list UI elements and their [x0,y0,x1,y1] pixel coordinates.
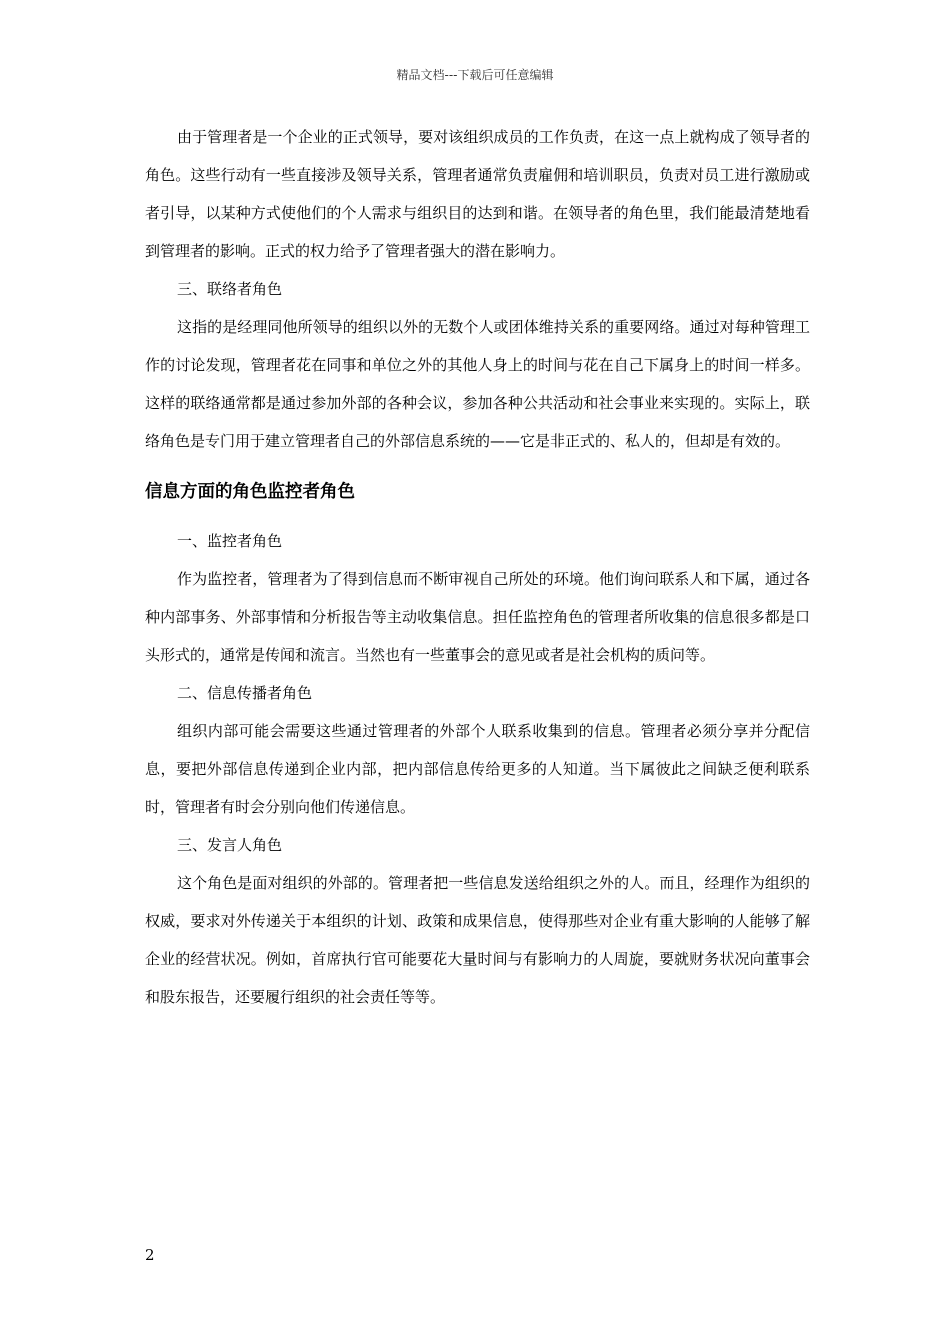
page-number: 2 [145,1246,155,1264]
subheading-liaison-role: 三、联络者角色 [177,280,283,298]
subheading-disseminator-role: 二、信息传播者角色 [177,684,313,702]
paragraph-liaison-role: 这指的是经理同他所领导的组织以外的无数个人或团体维持关系的重要网络。通过对每种管理工作的讨论发现，管理者花在同事和单位之外的其他人身上的时间与花在自己下属身上的时间一样多。这样的联络通常都是通过参加外部的各种会议，参加各种公共活动和社会事业来实现的。实际上，联络角色是专门用于建立管理者自己的外部信息系统的——它是非正式的、私人的，但却是有效的。 [145,318,810,450]
page-header: 精品文档---下载后可任意编辑 [396,68,554,82]
section-title-information-roles: 信息方面的角色监控者角色 [145,482,355,502]
subheading-spokesperson-role: 三、发言人角色 [177,836,283,854]
paragraph-disseminator-role: 组织内部可能会需要这些通过管理者的外部个人联系收集到的信息。管理者必须分享并分配信息，要把外部信息传递到企业内部，把内部信息传给更多的人知道。当下属彼此之间缺乏便利联系时，管理者有时会分别向他们传递信息。 [145,722,810,816]
paragraph-leader-role: 由于管理者是一个企业的正式领导，要对该组织成员的工作负责，在这一点上就构成了领导者的角色。这些行动有一些直接涉及领导关系，管理者通常负责雇佣和培训职员，负责对员工进行激励或者引导，以某种方式使他们的个人需求与组织目的达到和谐。在领导者的角色里，我们能最清楚地看到管理者的影响。正式的权力给予了管理者强大的潜在影响力。 [145,128,810,260]
document-body [145,118,810,1016]
paragraph-monitor-role: 作为监控者，管理者为了得到信息而不断审视自己所处的环境。他们询问联系人和下属，通过各种内部事务、外部事情和分析报告等主动收集信息。担任监控角色的管理者所收集的信息很多都是口头形式的，通常是传闻和流言。当然也有一些董事会的意见或者是社会机构的质问等。 [145,570,810,664]
paragraph-spokesperson-role: 这个角色是面对组织的外部的。管理者把一些信息发送给组织之外的人。而且，经理作为组织的权威，要求对外传递关于本组织的计划、政策和成果信息，使得那些对企业有重大影响的人能够了解企业的经营状况。例如，首席执行官可能要花大量时间与有影响力的人周旋，要就财务状况向董事会和股东报告，还要履行组织的社会责任等等。 [145,874,810,1006]
subheading-monitor-role: 一、监控者角色 [177,532,283,550]
